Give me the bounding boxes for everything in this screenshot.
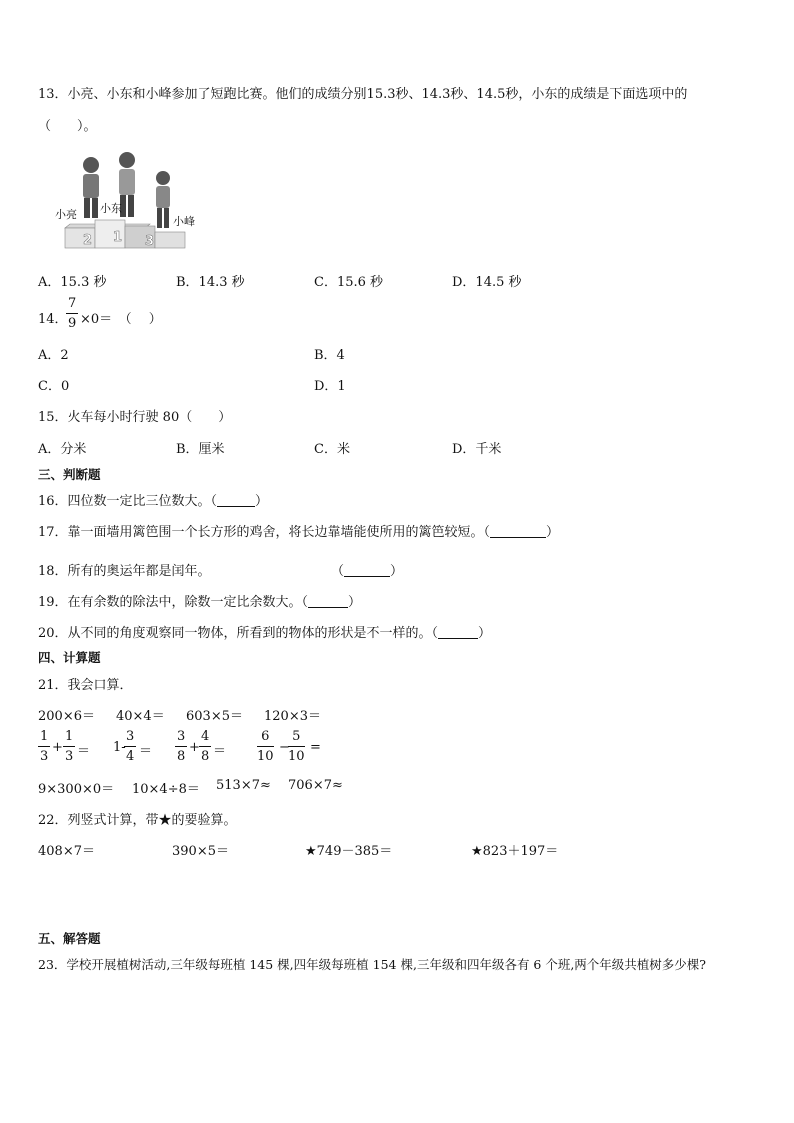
q19-item — [38, 591, 361, 610]
q15-option-b[interactable]: B．厘米 — [176, 442, 225, 457]
q21-row1-item-1: 200×6＝ — [38, 709, 95, 724]
q21-eq-2: ＝ — [139, 744, 153, 759]
section-heading-calculation: 四、计算题 — [38, 650, 101, 665]
q14-fraction — [66, 297, 78, 330]
q22-item-3: ★749－385＝ — [305, 844, 393, 859]
q21-op-3: + — [189, 740, 200, 755]
q21-frac-1a — [38, 730, 50, 763]
q18-open: （ — [331, 564, 345, 579]
q21-frac-4b-num: 5 — [288, 730, 305, 747]
q21-frac-3a-den: 8 — [177, 749, 186, 764]
q14-tail: ×0＝ （ ） — [80, 312, 162, 327]
q21-op-4: − — [279, 740, 290, 755]
q14-option-a[interactable]: A．2 — [38, 348, 69, 363]
q21-frac-2 — [124, 730, 136, 763]
q21-eq-3: ＝ — [213, 744, 227, 759]
q21-op-1: + — [52, 740, 63, 755]
q21-row3-item-4: 706×7≈ — [288, 778, 343, 793]
q13-option-a[interactable]: A．15.3 秒 — [38, 275, 107, 290]
q18-close: ） — [390, 564, 404, 579]
q15-text: 15．火车每小时行驶 80（ ） — [38, 410, 232, 425]
q21-frac-4a-den: 10 — [257, 749, 274, 764]
q16-close: ） — [255, 494, 269, 509]
q21-frac-3b — [199, 730, 211, 763]
q20-answer-blank[interactable] — [438, 626, 478, 639]
q13-text: 13．小亮、小东和小峰参加了短跑比赛。他们的成绩分别15.3秒、14.3秒、14.5秒，小东的成绩是下面选项中的 — [38, 87, 688, 102]
q21-frac-3b-num: 4 — [199, 730, 211, 747]
q21-frac-3a-num: 3 — [175, 730, 187, 747]
q22-item-2: 390×5＝ — [172, 844, 229, 859]
q21-frac-1b-num: 1 — [63, 730, 75, 747]
q22-item-1: 408×7＝ — [38, 844, 95, 859]
label-xiaodong: 小东 — [100, 202, 122, 215]
q15-option-c[interactable]: C．米 — [314, 442, 350, 457]
q21-eq-1: ＝ — [77, 744, 91, 759]
q13-paren: （ ）。 — [38, 119, 97, 134]
q21-row1-item-2: 40×4＝ — [116, 709, 165, 724]
q22-item-4: ★823＋197＝ — [471, 844, 559, 859]
podium-number-2: 2 — [83, 233, 93, 248]
q21-frac-4b-den: 10 — [288, 749, 305, 764]
q21-frac-1a-num: 1 — [38, 730, 50, 747]
q14-number: 14． — [38, 312, 68, 327]
q23-text: 23．学校开展植树活动,三年级每班植 145 棵,四年级每班植 154 棵,三年级和四年级各有 6 个班,两个年级共植树多少棵? — [38, 957, 707, 972]
q21-frac-1b — [63, 730, 75, 763]
q16-answer-blank[interactable] — [217, 494, 255, 507]
q21-pre-2: 1- — [113, 740, 126, 755]
q15-option-d[interactable]: D．千米 — [452, 442, 502, 457]
q13-option-d[interactable]: D．14.5 秒 — [452, 275, 522, 290]
q21-row1-item-3: 603×5＝ — [186, 709, 243, 724]
q20-close: ） — [478, 626, 492, 641]
q21-row3-item-2: 10×4÷8＝ — [132, 782, 200, 797]
q21-frac-4a-num: 6 — [257, 730, 274, 747]
q17-close: ） — [546, 525, 560, 540]
q13-option-c[interactable]: C．15.6 秒 — [314, 275, 384, 290]
q14-frac-denominator: 9 — [68, 316, 77, 331]
q21-frac-1a-den: 3 — [40, 749, 49, 764]
section-heading-judgement: 三、判断题 — [38, 467, 101, 482]
q21-eq-4: = — [310, 740, 321, 755]
q18-answer — [331, 560, 403, 579]
q20-item — [38, 622, 491, 641]
q20-text: 20．从不同的角度观察同一物体，所看到的物体的形状是不一样的。（ — [38, 626, 439, 641]
q21-row3-item-1: 9×300×0＝ — [38, 782, 115, 797]
q21-row1-item-4: 120×3＝ — [264, 709, 321, 724]
q19-close: ） — [348, 595, 362, 610]
q16-text: 16．四位数一定比三位数大。（ — [38, 494, 218, 509]
q14-option-d[interactable]: D．1 — [314, 379, 346, 394]
q21-frac-3b-den: 8 — [201, 749, 210, 764]
label-xiaoliang: 小亮 — [55, 208, 77, 221]
q16-item — [38, 490, 268, 509]
q21-row3-item-3: 513×7≈ — [216, 778, 271, 793]
podium-number-3: 3 — [145, 234, 155, 249]
section-heading-word-problems: 五、解答题 — [38, 931, 101, 946]
q19-answer-blank[interactable] — [308, 595, 348, 608]
q14-frac-numerator: 7 — [66, 297, 78, 314]
q18-text: 18．所有的奥运年都是闰年。 — [38, 564, 211, 579]
q21-frac-1b-den: 3 — [65, 749, 74, 764]
q21-frac-4a — [257, 730, 274, 763]
podium-illustration — [55, 148, 205, 252]
podium-number-1: 1 — [113, 230, 123, 245]
q22-title: 22．列竖式计算，带★的要验算。 — [38, 813, 237, 828]
q17-item — [38, 521, 559, 540]
q17-text: 17．靠一面墙用篱笆围一个长方形的鸡舍，将长边靠墙能使所用的篱笆较短。（ — [38, 525, 491, 540]
label-xiaofeng: 小峰 — [173, 215, 195, 228]
q17-answer-blank[interactable] — [490, 525, 546, 538]
q21-frac-3a — [175, 730, 187, 763]
q21-frac-4b — [288, 730, 305, 763]
q14-option-b[interactable]: B．4 — [314, 348, 345, 363]
q14-option-c[interactable]: C．0 — [38, 379, 70, 394]
q15-option-a[interactable]: A．分米 — [38, 442, 87, 457]
q19-text: 19．在有余数的除法中，除数一定比余数大。（ — [38, 595, 309, 610]
q18-answer-blank[interactable] — [344, 564, 390, 577]
q21-frac-2-num: 3 — [124, 730, 136, 747]
q13-option-b[interactable]: B．14.3 秒 — [176, 275, 245, 290]
q21-frac-2-den: 4 — [126, 749, 135, 764]
q21-title: 21．我会口算． — [38, 678, 133, 693]
